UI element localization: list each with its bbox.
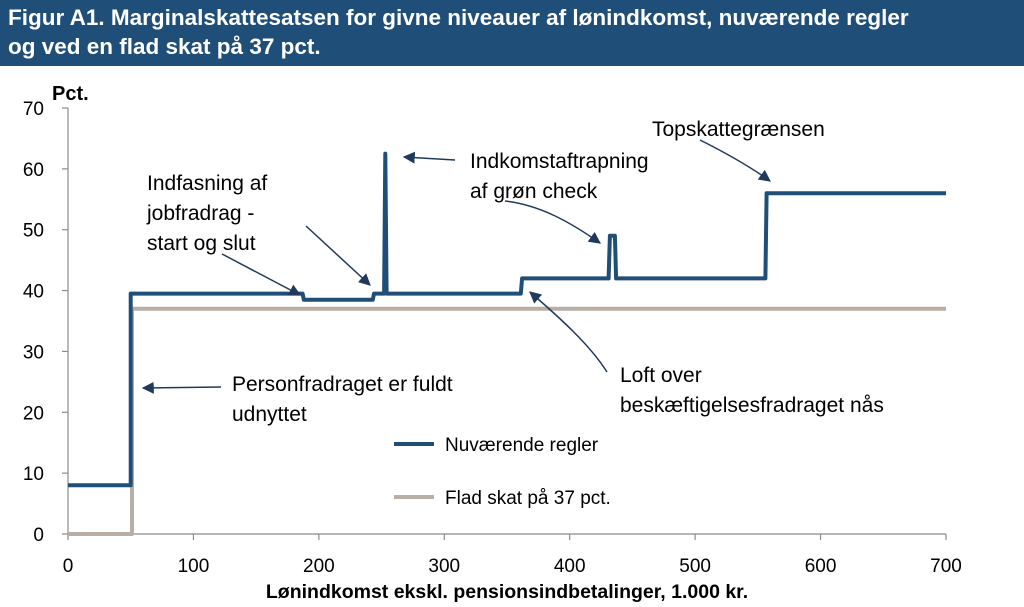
y-tick-label: 40 (22, 281, 44, 303)
x-tick-label: 700 (930, 556, 962, 577)
annotations-layer (143, 118, 884, 426)
annotation-personfradrag-line: udnyttet (232, 403, 307, 426)
arrow-groen-check-bump (505, 201, 600, 243)
y-tick-label: 20 (22, 403, 44, 425)
figure-title-line-1: Figur A1. Marginalskattesatsen for givne niveauer af lønindkomst, nuværende regler (8, 5, 909, 30)
annotation-groen-check-line: af grøn check (470, 180, 598, 203)
x-tick-label: 200 (303, 556, 335, 577)
x-tick-label: 500 (679, 556, 711, 577)
annotation-groen-check-line: Indkomstaftrapning (470, 150, 649, 173)
y-tick-label: 50 (22, 220, 44, 242)
arrow-jobfradrag-end (306, 226, 370, 285)
annotation-topskattegraensen-line: Topskattegrænsen (652, 118, 825, 141)
annotation-personfradrag-line: Personfradraget er fuldt (232, 373, 453, 396)
legend-label-nuvaerende-regler: Nuværende regler (445, 435, 599, 456)
annotation-beskaeftigelsesfradrag-line: beskæftigelsesfradraget nås (620, 394, 884, 417)
y-axis-unit-label: Pct. (52, 83, 89, 105)
y-tick-label: 0 (33, 525, 44, 546)
y-tick-label: 10 (22, 464, 44, 486)
annotation-beskaeftigelsesfradrag-line: Loft over (620, 364, 702, 387)
arrow-personfradrag (143, 387, 221, 388)
x-tick-label: 600 (804, 556, 837, 577)
x-axis-title: Lønindkomst ekskl. pensionsindbetalinger, 1.000 kr. (265, 581, 749, 603)
figure-title-line-2: og ved en flad skat på 37 pct. (8, 34, 321, 59)
x-tick-label: 0 (62, 556, 74, 577)
y-tick-label: 30 (22, 342, 44, 364)
x-tick-label: 100 (177, 556, 210, 577)
y-tick-label: 70 (22, 99, 44, 120)
annotation-jobfradrag-line: start og slut (147, 232, 256, 255)
arrow-groen-check-spike (404, 157, 455, 160)
y-tick-label: 60 (22, 159, 44, 181)
arrow-jobfradrag-start (222, 254, 300, 295)
annotation-jobfradrag-line: jobfradrag - (147, 202, 255, 225)
annotation-jobfradrag-line: Indfasning af (147, 172, 268, 195)
legend (394, 435, 611, 509)
arrow-beskaeftigelsesfradrag (530, 292, 607, 372)
x-tick-label: 300 (428, 556, 461, 577)
x-tick-label: 400 (553, 556, 586, 577)
arrow-topskat (700, 140, 770, 181)
legend-label-flad-skat: Flad skat på 37 pct. (445, 488, 611, 509)
